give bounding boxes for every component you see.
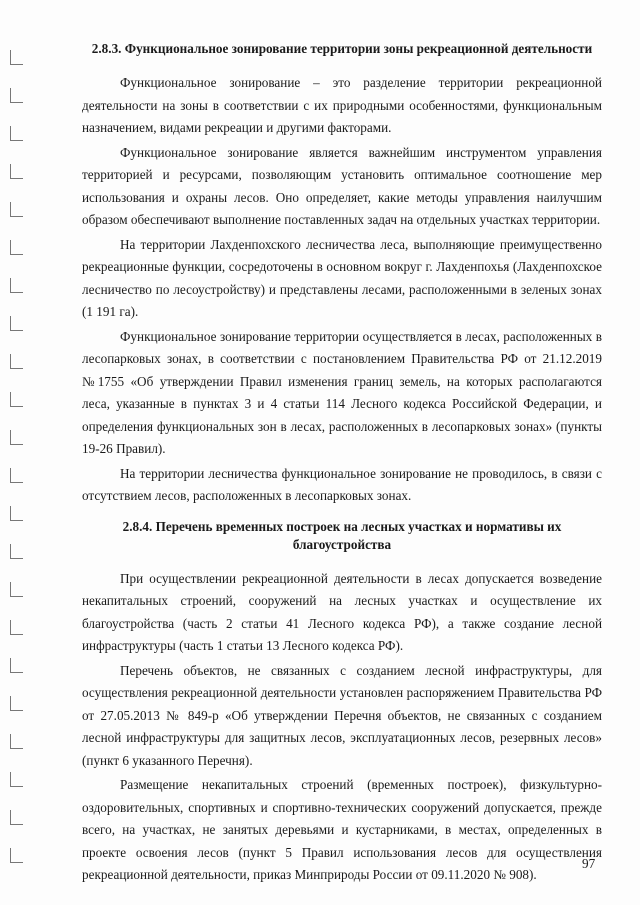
paragraph: Размещение некапитальных строений (временных построек), физкультурно-оздоровительных, спортивных и спортивно-технических сооружений допускается, прежде всего, на участках, не занятых деревьями и кустарниками, в местах, определенных в проекте освоения лесов (пункт 5 Правил использования лесов для осуществления рекреационной деятельности, приказ Минприроды России от 09.11.2020 № 908). <box>82 777 602 882</box>
binding-mark <box>10 278 23 293</box>
binding-mark <box>10 544 23 559</box>
binding-mark <box>10 430 23 445</box>
binding-mark <box>10 354 23 369</box>
binding-mark <box>10 582 23 597</box>
section-heading-2-8-4: 2.8.4. Перечень временных построек на лесных участках и нормативы их благоустройства <box>122 518 562 552</box>
paragraph: На территории Лахденпохского лесничества леса, выполняющие преимущественно рекреационные функции, сосредоточены в основном вокруг г. Лахденпохья (Лахденпохское лесничество по лесоустройству) и представлены лесами, расположенными в зеленых зонах (1 191 га). <box>82 236 602 319</box>
binding-mark <box>10 240 23 255</box>
paragraph: При осуществлении рекреационной деятельности в лесах допускается возведение некапитальных строений, сооружений на лесных участках и осуществление их благоустройства (часть 2 статьи 41 Лесного кодекса РФ), а также создание лесной инфраструктуры (часть 1 статьи 13 Лесного кодекса РФ). <box>82 570 602 653</box>
page-content <box>82 40 602 887</box>
paragraph: Функциональное зонирование является важнейшим инструментом управления территорией и ресурсами, позволяющим установить оптимальное соотношение мер использования и охраны лесов. Оно определяет, какие методы управления наилучшим образом обеспечивают выполнение поставленных задач на отдельных участках территории. <box>82 144 602 227</box>
binding-mark <box>10 772 23 787</box>
section-heading-2-8-3: 2.8.3. Функциональное зонирование территории зоны рекреационной деятельности <box>91 41 593 56</box>
binding-mark <box>10 50 23 65</box>
paragraph: Функциональное зонирование – это разделение территории рекреационной деятельности на зоны в соответствии с их природными особенностями, функциональным назначением, видами рекреации и другими факторами. <box>82 75 602 135</box>
binding-mark <box>10 506 23 521</box>
binding-mark <box>10 468 23 483</box>
binding-mark <box>10 164 23 179</box>
binding-mark <box>10 316 23 331</box>
binding-mark <box>10 848 23 863</box>
binding-mark <box>10 696 23 711</box>
paragraph: Функциональное зонирование территории осуществляется в лесах, расположенных в лесопарковых зонах, в соответствии с постановлением Правительства РФ от 21.12.2019 №1755 «Об утверждении Правил изменения границ земель, на которых располагаются леса, указанные в пунктах 3 и 4 статьи 114 Лесного кодекса Российской Федерации, и определения функциональных зон в лесах, расположенных в лесопарковых зонах» (пункты 19-26 Правил). <box>82 328 602 456</box>
binding-mark <box>10 734 23 749</box>
page-number: 97 <box>582 856 596 871</box>
binding-mark <box>10 126 23 141</box>
binding-mark <box>10 620 23 635</box>
binding-mark <box>10 202 23 217</box>
paragraph: Перечень объектов, не связанных с созданием лесной инфраструктуры, для осуществления рекреационной деятельности установлен распоряжением Правительства РФ от 27.05.2013 № 849-р «Об утверждении Перечня объектов, не связанных с созданием лесной инфраструктуры для защитных лесов, эксплуатационных лесов, резервных лесов» (пункт 6 указанного Перечня). <box>82 662 602 768</box>
binding-mark <box>10 810 23 825</box>
binding-mark <box>10 88 23 103</box>
binding-mark <box>10 658 23 673</box>
binding-marks <box>0 0 30 905</box>
paragraph: На территории лесничества функциональное зонирование не проводилось, в связи с отсутствием лесов, расположенных в лесопарковых зонах. <box>82 465 602 503</box>
binding-mark <box>10 392 23 407</box>
